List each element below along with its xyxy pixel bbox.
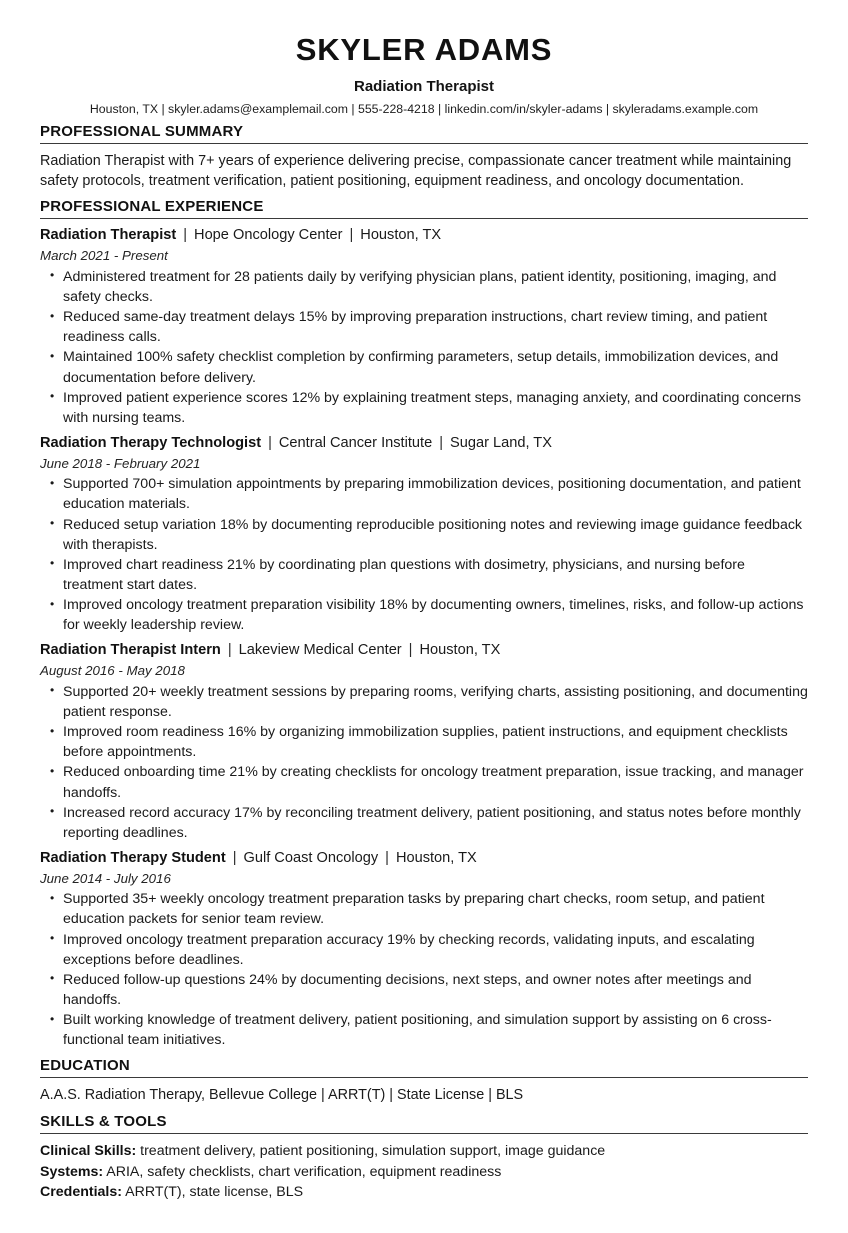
job-company: Central Cancer Institute bbox=[278, 434, 433, 451]
job-bullet: • Reduced setup variation 18% by documenting reproducible positioning notes and reviewing image guidance feedback with therapists. bbox=[48, 515, 808, 555]
summary-text: Radiation Therapist with 7+ years of experience delivering precise, compassionate cancer treatment while maintaining safety protocols, treatment verification, patient positioning, equipment readiness, and oncology documentation. bbox=[40, 152, 792, 190]
skill-category-value: treatment delivery, patient positioning, simulation support, image guidance bbox=[136, 1142, 606, 1159]
experience-entry bbox=[40, 641, 808, 843]
job-bullet: • Supported 35+ weekly oncology treatment preparation tasks by preparing chart checks, room setup, and patient education packets for senior team review. bbox=[48, 889, 808, 929]
job-location: Houston, TX bbox=[360, 227, 442, 244]
job-location: Houston, TX bbox=[419, 642, 501, 659]
job-bullet: • Reduced onboarding time 21% by creating checklists for oncology treatment preparation, issue tracking, and manager handoffs. bbox=[48, 762, 808, 802]
job-bullet: • Reduced same-day treatment delays 15% by improving preparation instructions, chart review timing, and patient readiness calls. bbox=[48, 307, 808, 347]
job-bullet: • Increased record accuracy 17% by reconciling treatment delivery, patient positioning, and status notes before monthly reporting deadlines. bbox=[48, 803, 808, 843]
job-bullet: • Improved chart readiness 21% by coordinating plan questions with dosimetry, physicians, and nursing before treatment start dates. bbox=[48, 555, 808, 595]
education-body bbox=[40, 1078, 808, 1105]
job-bullet: • Built working knowledge of treatment delivery, patient positioning, and simulation support by assisting on 6 cross-functional team initiatives. bbox=[48, 1010, 808, 1050]
job-bullet: • Improved patient experience scores 12% by explaining treatment steps, managing anxiety, and coordinating concerns with nursing teams. bbox=[48, 388, 808, 428]
separator-pipe: | bbox=[232, 849, 237, 866]
skill-row bbox=[40, 1182, 808, 1203]
skills-body bbox=[40, 1134, 808, 1203]
resume-header bbox=[40, 32, 808, 116]
experience-entry bbox=[40, 434, 808, 636]
job-company: Lakeview Medical Center bbox=[238, 642, 402, 659]
section-heading-summary: PROFESSIONAL SUMMARY bbox=[40, 123, 808, 144]
job-title: Radiation Therapist bbox=[40, 227, 177, 244]
experience-body bbox=[40, 219, 808, 1050]
section-skills-tools bbox=[40, 1113, 808, 1203]
separator-pipe: | bbox=[227, 642, 232, 659]
experience-entry-header bbox=[40, 641, 808, 660]
section-heading-skills: SKILLS & TOOLS bbox=[40, 1113, 808, 1134]
job-bullet: • Improved oncology treatment preparation accuracy 19% by checking records, validating inputs, and escalating exceptions before deadlines. bbox=[48, 930, 808, 970]
education-entry: A.A.S. Radiation Therapy, Bellevue College | ARRT(T) | State License | BLS bbox=[40, 1087, 524, 1104]
section-heading-experience: PROFESSIONAL EXPERIENCE bbox=[40, 198, 808, 219]
job-location: Sugar Land, TX bbox=[450, 434, 552, 451]
job-bullet: • Improved oncology treatment preparation visibility 18% by documenting owners, timelines, risks, and follow-up actions for weekly leadership review. bbox=[48, 595, 808, 635]
page-title: SKYLER ADAMS bbox=[295, 32, 553, 67]
section-professional-summary bbox=[40, 123, 808, 192]
skill-category-label: Credentials: bbox=[40, 1184, 122, 1201]
skill-row bbox=[40, 1141, 808, 1162]
job-bullet-list bbox=[40, 267, 808, 428]
job-dates: August 2016 - May 2018 bbox=[40, 663, 185, 679]
experience-entry bbox=[40, 849, 808, 1051]
job-bullet-list bbox=[40, 889, 808, 1050]
separator-pipe: | bbox=[408, 642, 413, 659]
skill-category-value: ARRT(T), state license, BLS bbox=[122, 1184, 304, 1201]
separator-pipe: | bbox=[385, 849, 389, 866]
separator-pipe: | bbox=[268, 434, 272, 451]
skill-category-value: ARIA, safety checklists, chart verification, equipment readiness bbox=[103, 1163, 502, 1180]
job-location: Houston, TX bbox=[395, 849, 477, 866]
section-heading-education: EDUCATION bbox=[40, 1057, 808, 1078]
job-bullet: • Reduced follow-up questions 24% by documenting decisions, next steps, and owner notes after meetings and handoffs. bbox=[48, 970, 808, 1010]
job-company: Gulf Coast Oncology bbox=[243, 849, 379, 866]
experience-entry-header bbox=[40, 849, 808, 868]
skill-row bbox=[40, 1162, 808, 1183]
separator-pipe: | bbox=[439, 434, 443, 451]
job-bullet-list bbox=[40, 474, 808, 635]
job-dates: March 2021 - Present bbox=[40, 248, 168, 264]
experience-entry bbox=[40, 226, 808, 428]
job-bullet: • Maintained 100% safety checklist completion by confirming parameters, setup details, immobilization devices, and documentation before delivery. bbox=[48, 347, 808, 387]
separator-pipe: | bbox=[183, 227, 188, 244]
job-title: Radiation Therapy Student bbox=[40, 849, 226, 866]
job-bullet: • Administered treatment for 28 patients daily by verifying physician plans, patient identity, positioning, imaging, and safety checks. bbox=[48, 267, 808, 307]
job-bullet: • Improved room readiness 16% by organizing immobilization supplies, patient instructions, and equipment checklists before appointments. bbox=[48, 722, 808, 762]
job-company: Hope Oncology Center bbox=[194, 227, 343, 244]
job-title: Radiation Therapist Intern bbox=[40, 642, 221, 659]
experience-entry-header bbox=[40, 434, 808, 453]
job-title: Radiation Therapy Technologist bbox=[40, 434, 262, 451]
job-dates: June 2018 - February 2021 bbox=[40, 455, 201, 471]
skill-category-label: Systems: bbox=[40, 1163, 104, 1180]
job-bullet-list bbox=[40, 682, 808, 843]
separator-pipe: | bbox=[349, 227, 354, 244]
job-dates: June 2014 - July 2016 bbox=[40, 870, 171, 886]
job-bullet: • Supported 700+ simulation appointments by preparing immobilization devices, positioning documentation, and patient education materials. bbox=[48, 474, 808, 514]
job-bullet: • Supported 20+ weekly treatment sessions by preparing rooms, verifying charts, assisting positioning, and documenting patient response. bbox=[48, 682, 808, 722]
section-professional-experience bbox=[40, 198, 808, 1050]
contact-line: Houston, TX | skyler.adams@examplemail.com | 555-228-4218 | linkedin.com/in/skyler-adams | skyleradams.example.com bbox=[89, 101, 759, 116]
summary-body bbox=[40, 144, 808, 192]
skill-category-label: Clinical Skills: bbox=[40, 1142, 137, 1159]
job-role-subtitle: Radiation Therapist bbox=[353, 77, 495, 95]
section-education bbox=[40, 1057, 808, 1105]
experience-entry-header bbox=[40, 226, 808, 245]
